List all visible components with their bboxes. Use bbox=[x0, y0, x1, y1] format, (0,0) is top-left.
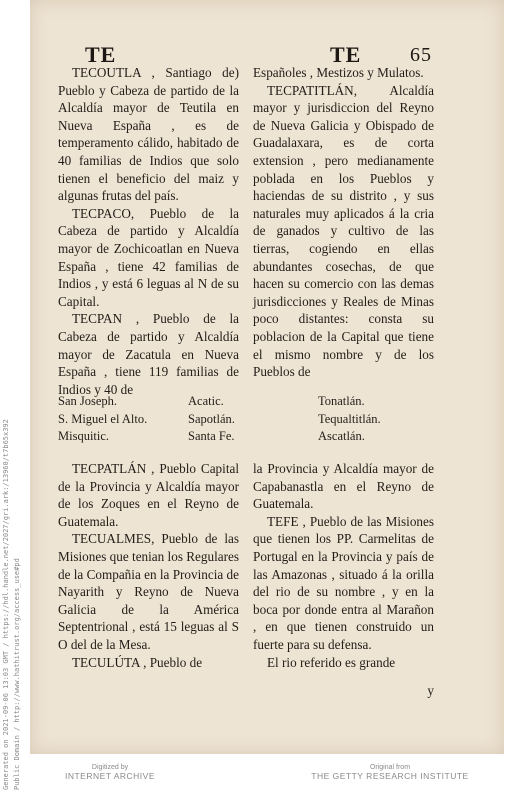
town-name: Santa Fe. bbox=[188, 429, 235, 443]
footer-digitizer bbox=[60, 764, 160, 781]
town-list-col-1 bbox=[58, 393, 147, 446]
town-name: S. Miguel el Alto. bbox=[58, 411, 148, 426]
footer-getty: THE GETTY RESEARCH INSTITUTE bbox=[311, 771, 469, 781]
entry-teculuta-continued: la Provincia y Alcaldía mayor de Capabanastla en el Reyno de Guatemala. bbox=[253, 461, 434, 512]
town-name: Sapotlán. bbox=[188, 411, 235, 426]
entry-tecoutla: TECOUTLA , Santiago de) Pueblo y Cabeza de partido de la Alcaldía mayor de Teutila en Nueva España , es de temperamento cálido, habitado de 40 familias de Indios que solo tienen el beneficio del maiz y algunas frutas del país. bbox=[58, 65, 239, 204]
town-name: Tonatlán. bbox=[318, 394, 365, 408]
entry-tefe: TEFE , Pueblo de las Misiones que tienen los PP. Carmelitas de Portugal en la Provincia y país de las Amazonas , situado á la orilla del rio de su nombre , y en la boca por donde entra al Marañon , en que tienen construido un fuerte para su defensa. bbox=[253, 513, 434, 652]
entry-tecpan: TECPAN , Pueblo de la Cabeza de partido y Alcaldía mayor de Zacatula en Nueva España , tiene 119 familias de Indios y 40 de bbox=[58, 311, 239, 397]
town-name: Acatic. bbox=[188, 394, 224, 408]
right-column-bottom bbox=[253, 460, 434, 671]
entry-teculuta: TECULÚTA , Pueblo de bbox=[72, 654, 203, 670]
entry-tecpan-continued: Españoles , Mestizos y Mulatos. bbox=[253, 65, 424, 80]
footer-source bbox=[300, 764, 480, 781]
running-head-right: TE bbox=[330, 42, 362, 67]
watermark-line-2: Public Domain / http://www.hathitrust.org/access_use#pd bbox=[13, 558, 21, 790]
entry-tefe-river: El rio referido es grande bbox=[267, 654, 396, 670]
catchword: y bbox=[427, 683, 434, 698]
town-name: San Joseph. bbox=[58, 394, 118, 408]
footer-internet-archive: INTERNET ARCHIVE bbox=[64, 771, 156, 781]
town-name: Tequaltitlán. bbox=[318, 411, 381, 426]
footer-digitized-by: Digitized by bbox=[91, 764, 129, 771]
right-column-top bbox=[253, 64, 434, 381]
hathitrust-watermark bbox=[1, 360, 27, 790]
entry-tecualmes: TECUALMES, Pueblo de las Misiones que tenian los Regulares de la Compañia en la Provincia de Nayarith y Reyno de Nueva Galicia de la América Septentrional , está 15 leguas al S O del de la Mesa. bbox=[58, 531, 239, 652]
left-column-top bbox=[58, 64, 239, 398]
entry-tecpaco: TECPACO, Pueblo de la Cabeza de partido y Alcaldía mayor de Zochicoatlan en Nueva España , tiene 42 familias de Indios , y está 6 leguas al N de su Capital. bbox=[58, 205, 239, 309]
entry-tecpatitlan: TECPATITLÁN, Alcaldía mayor y jurisdiccion del Reyno de Nueva Galicia y Obispado de Guadalaxara, es de corta extension , pero medianamente poblada en los Pueblos y haciendas de su distrito , y sus naturales muy aplicados á la cria de ganados y cultivo de las tierras, cogiendo en ellas abundantes cosechas, de que hacen su comercio con las demas jurisdicciones y Reales de Minas poco distantes: consta su poblacion de la Capital que tiene el mismo nombre y de los Pueblos de bbox=[253, 82, 434, 380]
page-number: 65 bbox=[410, 44, 432, 66]
town-name: Ascatlán. bbox=[318, 429, 365, 443]
footer-original-from: Original from bbox=[369, 764, 411, 771]
town-name: Misquitic. bbox=[58, 429, 110, 443]
town-list-col-3 bbox=[318, 393, 381, 446]
entry-tecpatlan: TECPATLÁN , Pueblo Capital de la Provincia y Alcaldía mayor de los Zoques en el Reyno de Guatemala. bbox=[58, 461, 239, 529]
left-column-bottom bbox=[58, 460, 239, 671]
town-list-col-2 bbox=[188, 393, 235, 446]
watermark-line-1: Generated on 2021-09-06 13:03 GMT / https://hdl.handle.net/2027/gri.ark:/13960/t7b65x392 bbox=[2, 419, 10, 790]
running-head-left: TE bbox=[85, 42, 117, 67]
